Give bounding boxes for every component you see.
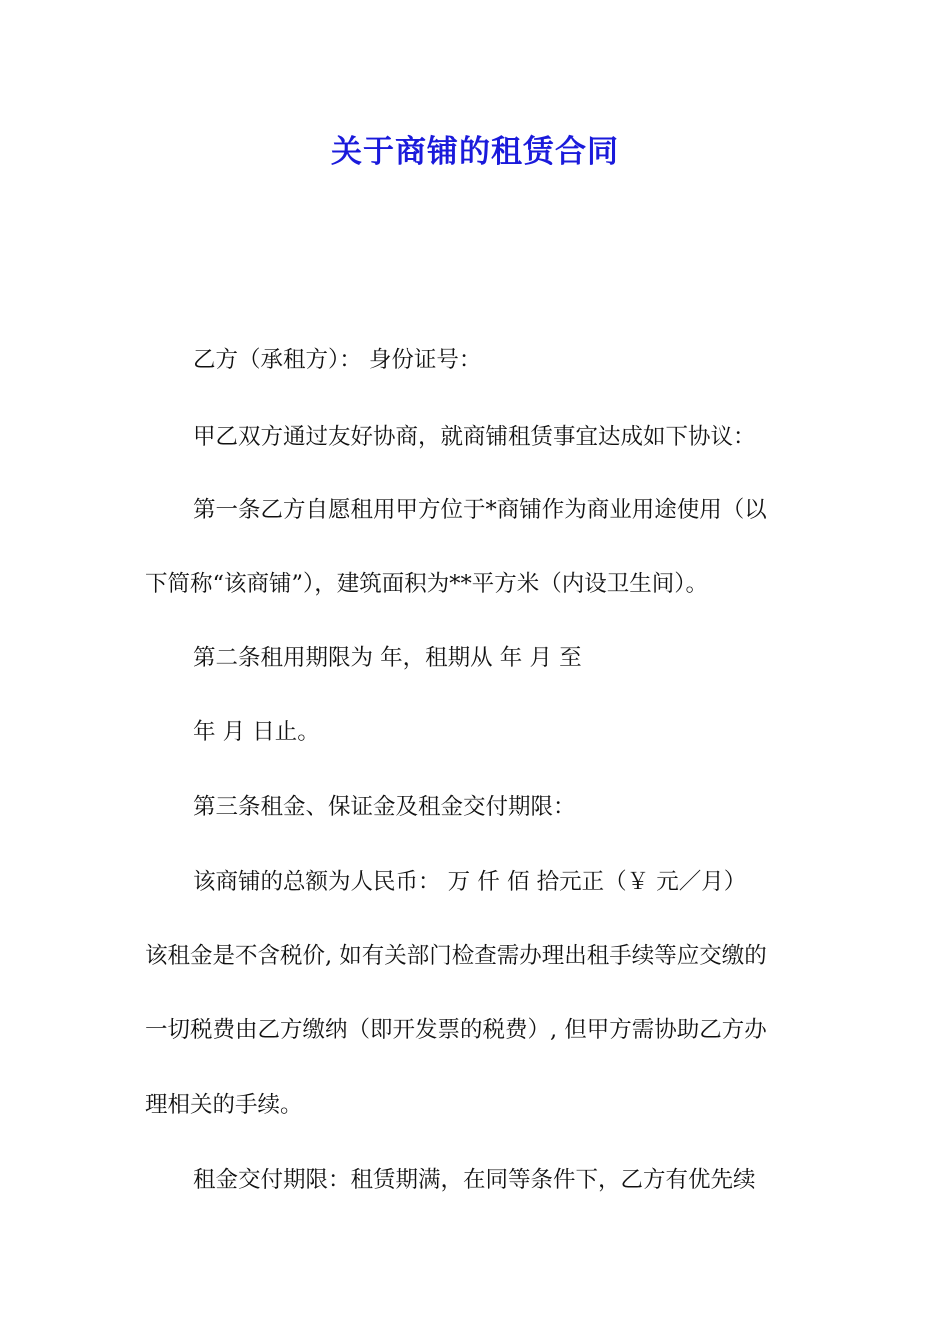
rent-amount-line: 该商铺的总额为人民币： 万 仟 佰 拾元正（￥ 元／月） <box>193 869 747 895</box>
article-1-line-2: 下简称“该商铺”），建筑面积为**平方米（内设卫生间）。 <box>145 571 709 597</box>
article-3-heading: 第三条租金、保证金及租金交付期限： <box>193 794 576 820</box>
tax-clause-line-1: 该租金是不含税价, 如有关部门检查需办理出租手续等应交缴的 <box>145 943 767 969</box>
article-2-line-2: 年 月 日止。 <box>193 719 320 745</box>
document-title: 关于商铺的租赁合同 <box>331 134 619 170</box>
agreement-intro: 甲乙双方通过友好协商，就商铺租赁事宜达成如下协议： <box>193 424 756 450</box>
tax-clause-line-2: 一切税费由乙方缴纳（即开发票的税费）, 但甲方需协助乙方办 <box>145 1017 767 1043</box>
payment-term-line: 租金交付期限：租赁期满，在同等条件下，乙方有优先续 <box>193 1167 756 1193</box>
party-b-line: 乙方（承租方）： 身份证号： <box>193 347 482 373</box>
article-2-line-1: 第二条租用期限为 年，租期从 年 月 至 <box>193 645 582 671</box>
article-1-line-1: 第一条乙方自愿租用甲方位于*商铺作为商业用途使用（以 <box>193 497 767 523</box>
tax-clause-line-3: 理相关的手续。 <box>145 1092 303 1118</box>
